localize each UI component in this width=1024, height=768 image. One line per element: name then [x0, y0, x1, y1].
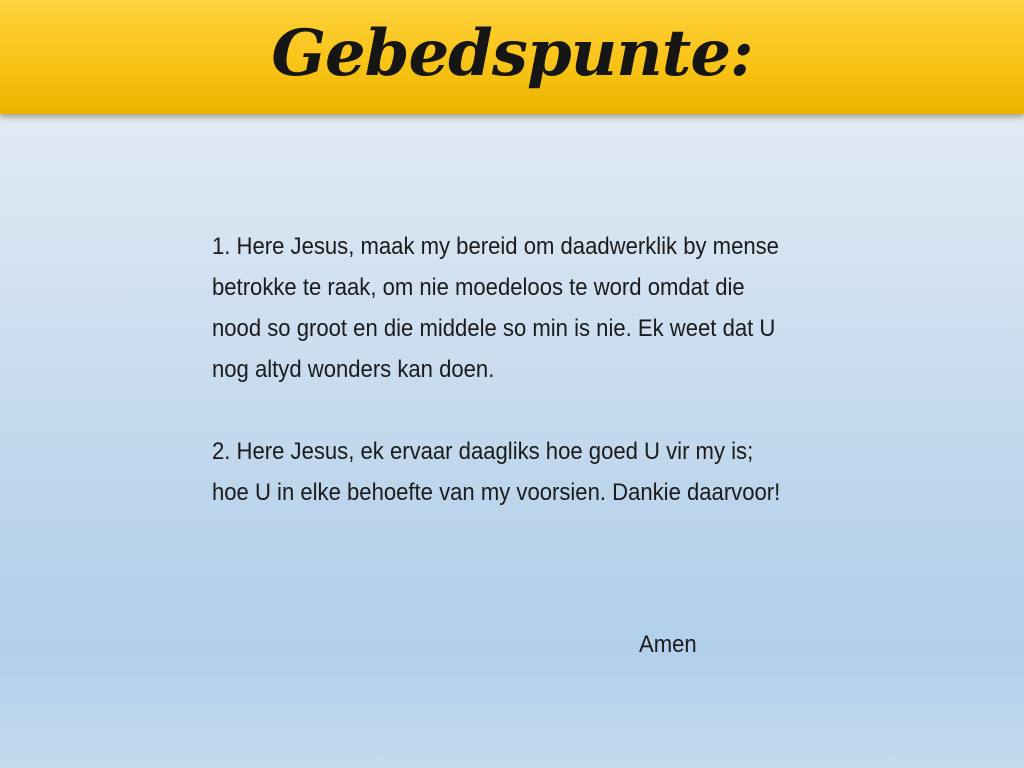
slide-title: Gebedspunte: [271, 16, 753, 91]
prayer-point-1: 1. Here Jesus, maak my bereid om daadwerklik by mense betrokke te raak, om nie moedeloos te word omdat die nood so groot en die middele so min is nie. Ek weet dat U nog altyd wonders kan doen. [212, 233, 779, 383]
closing-amen: Amen [639, 631, 697, 658]
prayer-points [212, 226, 782, 513]
title-bar [0, 0, 1024, 114]
prayer-point-2: 2. Here Jesus, ek ervaar daagliks hoe goed U vir my is; hoe U in elke behoefte van my voorsien. Dankie daarvoor! [212, 438, 781, 506]
